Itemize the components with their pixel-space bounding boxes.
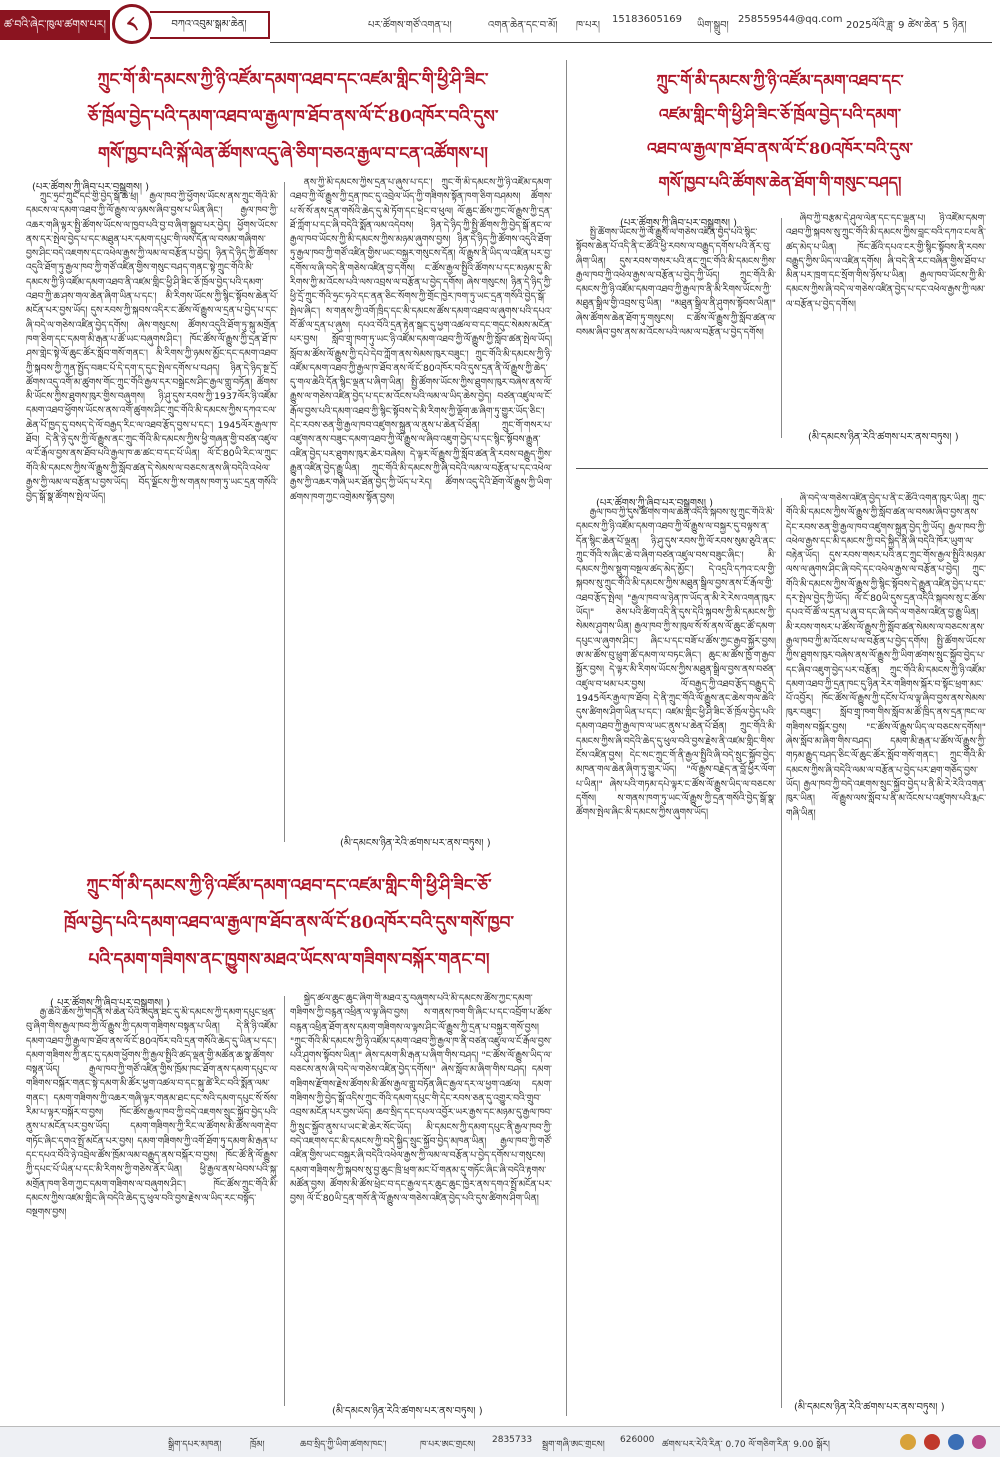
footer-bar [0,1426,1000,1457]
article-signoff: (མི་དམངས་ཉིན་རེའི་ཚགས་པར་ནས་བཏུས། ) [808,432,959,443]
headline-line: ཅོ་ཁྲོལ་བྱེད་པའི་དམག་འཐབ་ལ་རྒྱལ་ཁ་ཐོབ་ནས་ལོ་ངོ་80འཁོར་བའི་དུས་ [87,107,499,127]
article-column [786,492,986,1392]
headline-line: འཛམ་གླིང་གི་ཕྱི་ཤི་ཟིང་ཅོ་ཁྲོལ་བྱེད་པའི་དམག་ [658,105,902,124]
email-address: 258559544@qq.com [738,14,843,25]
emblem-icon [924,1434,940,1450]
article-paragraph: རྒྱ་ཆེའི་ཆོས་ཀྱི་གདན་ས་ཆེན་པོའི་མདུན་ཐང་དུ་མི་དམངས་ཀྱི་དམག་དཔུང་ཕྲན་བུ་ཞིག་གིས་རྒྱལ་ཁབ་ཀྱི་ལོ་རྒྱུས་ཀྱི་དམག་གཟིགས་བསྟན་པ་ཡིན། དེ་ནི་ཉི་འཛོམ་དམག་འཐབ་ཀྱི་རྒྱལ་ཁ་ཐོབ་ནས་ལོ་ངོ་80འཁོར་བའི་དྲན་གསོའི་ཆེད་དུ་ཡིན་པ་དང་། དམག་གཟིགས་ཀྱི་ནང་དུ་དམག་ཕྱོགས་ཀྱི་རྒྱལ་སྤྱིའི་ཚད་ལྡན་གྱི་མཚོན་ཆ་སྣ་ཚོགས་བསྟན་ཡོད། རྒྱལ་ཁབ་ཀྱི་གཙོ་འཛིན་གྱིས་ཁྲོམ་ཁང་ཐོག་ནས་དམག་དཔུང་ལ་གཟིགས་བསྐོར་གནང་སྟེ་དམག་མི་ཚོར་ཕྱག་འཚལ་བ་དང་སྐུ་ཚེ་རིང་བའི་སྨོན་ལམ་གནང་། དམག་གཟིགས་ཀྱི་འཆར་གཞི་ལྟར་གནམ་ཐང་དང་སའི་དམག་དཔུང་སོ་སོས་རིམ་པ་ལྟར་བསྐོར་བ་བྱས། ཁོང་ཚོས་རྒྱལ་ཁབ་ཀྱི་བདེ་འཇགས་སྲུང་སྐྱོབ་བྱེད་པའི་ནུས་པ་མངོན་པར་བྱས་ཡོད། དམག་གཟིགས་ཀྱི་རིང་ལ་ཚོགས་མི་ཚོས་ལག་རྡེབ་གཏོང་ཞིང་དགའ་སྤྲོ་མངོན་པར་བྱས། དམག་གཟིགས་ཀྱི་འགོ་ཐོག་ཏུ་དམག་མི་རྒན་པ་དང་དཔའ་བོའི་ཉེ་འབྲེལ་ཚོས་ཁྲོམ་ལམ་བརྒྱུད་ནས་བསྐོར་བ་བྱས། ཁོང་ཚོ་ནི་ལོ་རྒྱུས་ཀྱི་དཔང་པོ་ཡིན་པ་དང་མི་རིགས་ཀྱི་གཅེས་ནོར་ཡིན། ཕྱི་རྒྱལ་ནས་ཕེབས་པའི་སྐུ་མགྲོན་ཁག་ཅིག་ཀྱང་དམག་གཟིགས་ལ་བཞུགས་ཤིང་། ཁོང་ཚོས་ཀྲུང་གོའི་མི་དམངས་ཀྱིས་འཛམ་གླིང་ཞི་བདེའི་ཆེད་དུ་ཕུལ་བའི་བྱས་རྗེས་ལ་ཡིད་རང་བསྟོད་བསྔགས་བྱས། [26,1007,278,1219]
article-paragraph: སྐྱེད་ཚལ་ཆུང་ཆུང་ཞིག་གི་མཐའ་རུ་བཞུགས་པའི་མི་དམངས་ཚོས་ཀྱང་དམག་གཟིགས་ཀྱི་བརྙན་འཕྲིན་ལ་ལྟ་ཞིབ་བྱས། ས་གནས་ཁག་གི་ཞིང་པ་དང་འབྲོག་པ་ཚོས་བརྙན་འཕྲིན་ཐོག་ནས་དམག་གཟིགས་ལ་ལྟས་ཤིང་ལོ་རྒྱུས་ཀྱི་དྲན་པ་བསྐྱར་གསོ་བྱས། "ཀྲུང་གོའི་མི་དམངས་ཀྱི་ཉི་འཛོམ་དམག་འཐབ་ཀྱི་རྒྱལ་ཁ་ནི་བཙན་འཛུལ་ལ་ངོ་རྒོལ་བྱས་པའི་ཤུགས་སྟོབས་ཡིན།" ཞེས་དམག་མི་རྒན་པ་ཞིག་གིས་བཤད། "ང་ཚོས་ལོ་རྒྱུས་ཡིད་ལ་བཅངས་ནས་ཞི་བདེ་ལ་གཅེས་འཛིན་བྱེད་དགོས།" ཞེས་སློབ་མ་ཞིག་གིས་བཤད། དམག་གཟིགས་རྫོགས་རྗེས་ཚོགས་མི་ཚོས་རྒྱལ་གླུ་བཏོན་ཞིང་རྒྱལ་དར་ལ་ཕྱག་འཚལ། དམག་གཟིགས་ཀྱི་བྱེད་སྒོ་འདིས་ཀྲུང་གོའི་དམག་དཔུང་གི་དེང་རབས་ཅན་དུ་འགྱུར་བའི་གྲུབ་འབྲས་མངོན་པར་བྱས་ཡོད། ཆབ་སྲིད་དང་དཔལ་འབྱོར་ཡར་རྒྱས་དང་མཉམ་དུ་རྒྱལ་ཁབ་ཀྱི་སྲུང་སྐྱོབ་ནུས་པ་ཡང་ཇེ་ཆེར་སོང་ཡོད། མི་དམངས་ཀྱི་དམག་དཔུང་ནི་རྒྱལ་ཁབ་ཀྱི་བདེ་འཇགས་དང་མི་དམངས་ཀྱི་བདེ་སྐྱིད་སྲུང་སྐྱོབ་བྱེད་མཁན་ཡིན། རྒྱལ་ཁབ་ཀྱི་གཙོ་འཛིན་གྱིས་ཡང་བསྐྱར་ཞི་བདེའི་འཕེལ་རྒྱས་ཀྱི་ལམ་ལ་བརྩོན་པ་བྱེད་དགོས་པ་གསུངས། དམག་གཟིགས་ཀྱི་སྐབས་སུ་བྱ་ཆུང་ཁྲི་ཕྲག་མང་པོ་གནམ་དུ་གཏོང་ཞིང་ཞི་བདེའི་རྟགས་མཚོན་བྱས། ཚོགས་མི་ཚོས་ཕྲེང་བ་དང་རྒྱལ་དར་ཆུང་ཆུང་ཁྱེར་ནས་དགའ་སྤྲོ་མངོན་པར་བྱས། ལོ་ངོ་80ཡི་དྲན་གསོ་ནི་ལོ་རྒྱུས་ལ་གཅེས་འཛིན་བྱེད་པའི་དུས་ཚིགས་ཤིག་ཡིན། [290,993,552,1205]
article-column [576,506,776,1408]
article-headline-left-top [28,62,558,173]
article-paragraph: ནས་ཀྱི་མི་དམངས་ཀྱིས་དྲན་པ་ཞུས་པ་དང་། ཀྲུང་གོ་མི་དམངས་ཀྱི་ཉི་འཛོམ་དམག་འཐབ་ཀྱི་ལོ་རྒྱུས་ཀྱི་དྲན་ཁང་དུ་འབྲེལ་ཡོད་ཀྱི་གཟིགས་སྟོན་ཁག་ཅིག་བཤམས། ཚོགས་པ་སོ་སོ་ནས་དྲན་གསོའི་ཆེད་དུ་མེ་ཏོག་དང་ཕྲེང་བ་ཕུལ། ལོ་ཆུང་ཚོས་ཀྱང་ལོ་རྒྱུས་ཀྱི་དྲན་ཐོ་ཀློག་པ་དང་ཞི་བདེའི་སྨོན་ལམ་འདེབས། ཉིན་དེ་ཉིད་ཀྱི་སྤྱི་ཚོགས་ཀྱི་བྱེད་སྒོ་ནང་ལ་རྒྱལ་ཁབ་ཡོངས་ཀྱི་མི་དམངས་ཀྱིས་མཉམ་ཞུགས་བྱས། ཉིན་དེ་ཉིད་ཀྱི་ཚོགས་འདུའི་ཐོག་ཏུ་རྒྱལ་ཁབ་ཀྱི་གཙོ་འཛིན་གྱིས་ཡང་བསྐྱར་གསུངས་དོན། ལོ་རྒྱུས་ནི་ཡིད་ལ་འཛིན་པར་བྱ་དགོས་ལ་ཞི་བདེ་ནི་གཅེས་འཛིན་བྱ་དགོས། ང་ཚོས་རྒྱལ་སྤྱིའི་ཚོགས་པ་དང་མཉམ་དུ་མི་རིགས་ཀྱི་མ་འོངས་པའི་ལས་འབྲས་ལ་བརྩོན་པ་བྱེད་དགོས། ཞེས་གསུངས། ཉིན་དེ་ཉིད་ཀྱི་ཕྱི་དྲོ་ཀྲུང་གོའི་ཧྲང་ཧའེ་དང་ནན་ཅིང་སོགས་ཀྱི་གྲོང་ཁྱེར་ཁག་ཏུ་ཡང་དྲན་གསོའི་བྱེད་སྒོ་སྤེལ་ཞིང་། ས་གནས་ཀྱི་འགོ་ཁྲིད་དང་མི་དམངས་ཚོས་དམག་འཐབ་ལ་ཞུགས་པའི་དཔའ་བོ་ཚོ་ལ་དྲན་པ་ཞུས། དཔའ་བོའི་དྲན་རྟེན་སྒང་དུ་ཕྱག་འཚལ་བ་དང་གདུང་སེམས་མངོན་པར་བྱས། སློབ་གྲྭ་ཁག་ཏུ་ཡང་ཉི་འཛོམ་དམག་འཐབ་ཀྱི་ལོ་རྒྱུས་ཀྱི་སློབ་ཚན་སྤེལ་ཡོད། སློབ་མ་ཚོས་ལོ་རྒྱུས་ཀྱི་དཔེ་དེབ་ཀློག་ནས་སེམས་ཁུར་བཟུང་། ཀྲུང་གོའི་མི་དམངས་ཀྱི་ཉི་འཛོམ་དམག་འཐབ་ཀྱི་རྒྱལ་ཁ་ཐོབ་ནས་ལོ་ངོ་80འཁོར་བའི་དུས་དྲན་ནི་ལོ་རྒྱུས་ཀྱི་ཆེད་དུ་གལ་ཆེའི་དོན་སྙིང་ལྡན་པ་ཞིག་ཡིན། སྤྱི་ཚོགས་ཡོངས་ཀྱིས་ཐུགས་ཁུར་བཞེས་ནས་ལོ་རྒྱུས་ལ་གཅེས་འཛིན་བྱེད་པ་དང་མ་འོངས་པའི་ལམ་ལ་ཡིད་ཆེས་བྱེད། བཙན་འཛུལ་ལ་ངོ་རྒོལ་བྱས་པའི་དམག་འཐབ་ཀྱི་སྙིང་སྟོབས་དེ་མི་རིགས་ཀྱི་ལྡོག་ཆ་ཞིག་ཏུ་གྱུར་ཡོད་ཅིང་། དེང་རབས་ཅན་གྱི་རྒྱལ་ཁབ་འཛུགས་སྐྲུན་ལ་ནུས་པ་ཆེན་པོ་ཐོན། ཀྲུང་གོ་གསར་པ་འཛུགས་ནས་བཟུང་དམག་འཐབ་ཀྱི་ལོ་རྒྱུས་ལ་ཞིབ་འཇུག་བྱེད་པ་དང་སྙིང་སྟོབས་རྒྱུན་འཛིན་བྱེད་པར་ཐུགས་ཁུར་ཆེར་བཞེས། དེ་ལྟར་ལོ་རྒྱུས་ཀྱི་སློབ་ཚན་ནི་རབས་བརྒྱུད་ཀྱིས་རྒྱུན་འཛིན་བྱེད་རྒྱུ་ཡིན། ཀྲུང་གོའི་མི་དམངས་ཀྱི་ཞི་བདེའི་ལམ་ལ་བརྩོན་པ་དང་འཕེལ་རྒྱས་ཀྱི་འཆར་གཞི་ཡར་ཐོན་བྱེད་ཀྱི་ཡོད་པ་རེད། ཚོགས་འདུ་དེའི་ཐོག་ལོ་རྒྱུས་ཀྱི་ཡིག་ཚགས་ཁག་ཀྱང་འགྲེམས་སྟོན་བྱས། [290,177,552,503]
headline-line: གསོ་ཁྱབ་པའི་སྐོ་ལེན་ཚོགས་འདུ་ཞེ་ཅིག་བཅའ་རྒྱལ་བ་ངན་འཚོགས་པ། [98,144,488,164]
article-byline: ( པར་ཚོགས་ཀྱི་ཞིབ་པར་བསྒྲགས། ) [50,998,171,1009]
headline-line: པའི་དམག་གཟིགས་ནང་ཁྱུགས་མཐའ་ཡོངས་ལ་གཟིགས་བསྐོར་གནང་བ། [88,950,490,970]
article-column [290,992,552,1398]
article-column [576,226,776,438]
footer-phone-label: ཁ་པར་ཨང་གྲངས། [420,1440,476,1450]
masthead [0,0,1000,52]
editor-label: པར་ཚོགས་གཙོ་འགན་པ། [368,20,452,31]
footer-location: ཁྲོམ། [250,1440,265,1450]
article-paragraph: ཀྲུང་ཧྲང་ཀྲུང་དང་གྱི་བྱེད་སྒོ་ཆེ་ཕྲ། རྒྱལ་ཁབ་ཀྱི་ཕྱོགས་ཡོངས་ནས་ཀྲུང་གོའི་མི་དམངས་ལ་དམག་འཐབ་ཀྱི་ལོ་རྒྱུས་ལ་ཉམས་ཞིབ་བྱས་པ་ཡིན་ཞིང་། རྒྱལ་ཁབ་ཀྱི་འཆར་གཞི་ལྟར་སྤྱི་ཚོགས་ཡོངས་ལ་ཁྱབ་པའི་བྱ་བ་ཞིག་སྒྲུབ་པར་བྱེད། ཕྱོགས་ཡོངས་ནས་དར་སྤེལ་བྱེད་པ་དང་མཐུན་པར་དམག་དཔུང་གི་ལས་དོན་ལ་བསམ་གཞིགས་བྱས་ཤིང་བདེ་འཇགས་དང་འཕེལ་རྒྱས་ཀྱི་ལམ་ལ་བརྩོན་པ་བྱེད། ཉིན་དེ་ཉིད་ཀྱི་ཚོགས་འདུའི་ཐོག་ཏུ་རྒྱལ་ཁབ་ཀྱི་གཙོ་འཛིན་གྱིས་གསུང་བཤད་གནང་སྟེ་ཀྲུང་གོའི་མི་དམངས་ཀྱི་ཉི་འཛོམ་དམག་འཐབ་ནི་འཛམ་གླིང་ཕྱི་ཤི་ཟིང་ཅོ་ཁྲོལ་བྱེད་པའི་དམག་འཐབ་ཀྱི་ཆ་ཤས་གལ་ཆེན་ཞིག་ཡིན་པ་དང་། མི་རིགས་ཡོངས་ཀྱི་སྙིང་སྟོབས་ཆེན་པོ་མངོན་པར་བྱས་ཡོད། དུས་རབས་ཀྱི་སྐབས་འདིར་ང་ཚོས་ལོ་རྒྱུས་ལ་དྲན་པ་བྱེད་པ་དང་ཞི་བདེ་ལ་གཅེས་འཛིན་བྱེད་དགོས། ཞེས་གསུངས། ཚོགས་འདུའི་ཐོག་ཏུ་སྐུ་མགྲོན་ཁག་ཅིག་དང་དམག་མི་རྒན་པ་ཚོ་ཡང་བཞུགས་ཤིང་། ཁོང་ཚོས་ལོ་རྒྱུས་ཀྱི་དྲན་ཐོ་ཁ་ཤས་གླེང་སྟེ་ལོ་ཆུང་ཚོར་སློབ་གསོ་གནང་། མི་རིགས་ཀྱི་ཉམས་མྱོང་དང་དམག་འཐབ་ཀྱི་སྐབས་ཀྱི་ཀུན་སྤྱོད་བཟང་པོ་དེ་དག་ད་དུང་སྤེལ་དགོས་པ་བཤད། ཉིན་དེ་ཉིད་སྔ་དྲོ་ཚོགས་འདུ་འགོ་མ་ཚུགས་གོང་ཀྲུང་གོའི་རྒྱལ་དར་བསྒྲེངས་ཤིང་རྒྱལ་གླུ་བཏོན། ཚོགས་མི་ཡོངས་ཀྱིས་ཐུགས་ཁུར་གྱིས་བཞུགས། ཉི་ཤུ་དུས་རབས་ཀྱི་1937ལོར་ཉི་འཛོམ་དམག་འཐབ་ཕྱོགས་ཡོངས་ནས་འགོ་ཚུགས་ཤིང་ཀྲུང་གོའི་མི་དམངས་ཀྱིས་དཀའ་ངལ་ཆེན་པོ་ཁྱད་དུ་བསད་དེ་ལོ་བརྒྱད་རིང་ལ་འཐབ་རྩོད་བྱས་པ་དང་། 1945ལོར་རྒྱལ་ཁ་ཐོབ། དེ་ནི་ཉེ་དུས་ཀྱི་ལོ་རྒྱུས་ནང་ཀྲུང་གོའི་མི་དམངས་ཀྱིས་ཕྱི་གཞན་གྱི་བཙན་འཛུལ་ལ་ངོ་རྒོལ་བྱས་ནས་ཐོབ་པའི་རྒྱལ་ཁ་ཆ་ཚང་བ་དང་པོ་ཡིན། ལོ་ངོ་80ཡི་རིང་ལ་ཀྲུང་གོའི་མི་དམངས་ཀྱིས་ལོ་རྒྱུས་ཀྱི་སློབ་ཚན་དེ་སེམས་ལ་བཅངས་ནས་ཞི་བདེའི་འཕེལ་རྒྱས་ཀྱི་ལམ་ལ་བརྩོན་པ་བྱས་ཡོད། བོད་ལྗོངས་ཀྱི་ས་གནས་ཁག་ཏུ་ཡང་དྲན་གསོའི་བྱེད་སྒོ་སྣ་ཚོགས་སྤེལ་ཡོད། [26,191,278,503]
article-signoff: (མི་དམངས་ཉིན་རེའི་ཚགས་པར་ནས་བཏུས། ) [332,1406,483,1417]
section-label: བཀའ་འབུམ་སྒམ་ཆེན། [150,11,270,39]
article-byline: (པར་ཚོགས་ཀྱི་ཞིབ་པར་བསྒྲགས། ) [596,498,713,509]
column-divider [284,996,285,1406]
column-divider [566,60,567,1416]
headline-line: འཐབ་ལ་རྒྱལ་ཁ་ཐོབ་ནས་ལོ་ངོ་80འཁོར་བའི་དུས་ [646,139,914,158]
headline-line: ཀྲུང་གོ་མི་དམངས་ཀྱི་ཉི་འཛོམ་དམག་འཐབ་དང་འཛམ་གླིང་གི་ཕྱི་ཤི་ཟིང་ [97,70,489,90]
article-signoff: (མི་དམངས་ཉིན་རེའི་ཚགས་པར་ནས་བཏུས། ) [340,838,491,849]
emblem-icon [948,1434,964,1450]
page-number: ༨ [112,4,152,44]
article-paragraph: ཞི་བདེ་ལ་གཅེས་འཛིན་བྱེད་པ་ནི་ང་ཚོའི་འགན་ཁུར་ཡིན། ཀྲུང་གོའི་མི་དམངས་ཀྱིས་ལོ་རྒྱུས་ཀྱི་སློབ་ཚན་ལ་བསམ་ཞིབ་བྱས་ནས་དེང་རབས་ཅན་གྱི་རྒྱལ་ཁབ་འཛུགས་སྐྲུན་བྱེད་ཀྱི་ཡོད། རྒྱལ་ཁབ་ཀྱི་འཕེལ་རྒྱས་དང་མི་དམངས་ཀྱི་བདེ་སྐྱིད་ནི་ཞི་བདེའི་ཁོར་ཡུག་ལ་བརྟེན་ཡོད། དུས་རབས་གསར་པའི་ནང་ཀྲུང་གོས་རྒྱལ་སྤྱིའི་མཉམ་ལས་ལ་ཞུགས་ཤིང་ཞི་བདེ་དང་འཕེལ་རྒྱས་ལ་བརྩོན་པ་བྱེད། ཀྲུང་གོའི་མི་དམངས་ཀྱིས་ལོ་རྒྱུས་ཀྱི་སྙིང་སྟོབས་དེ་རྒྱུན་འཛིན་བྱེད་པ་དང་དར་སྤེལ་བྱེད་ཀྱི་ཡོད། ལོ་ངོ་80ཡི་དུས་དྲན་འདིའི་སྐབས་སུ་ང་ཚོས་དཔའ་བོ་ཚོ་ལ་དྲན་པ་ཞུ་བ་དང་ཞི་བདེ་ལ་གཅེས་འཛིན་བྱ་རྒྱུ་ཡིན། མི་རབས་གསར་པ་ཚོས་ལོ་རྒྱུས་ཀྱི་སློབ་ཚན་སེམས་ལ་བཅངས་ནས་རྒྱལ་ཁབ་ཀྱི་མ་འོངས་པ་ལ་བརྩོན་པ་བྱེད་དགོས། སྤྱི་ཚོགས་ཡོངས་ཀྱིས་ཐུགས་ཁུར་བཞེས་ནས་ལོ་རྒྱུས་ཀྱི་ཡིག་ཚགས་སྲུང་སྐྱོབ་བྱེད་པ་དང་ཞིབ་འཇུག་བྱེད་པར་བརྩོན། ཀྲུང་གོའི་མི་དམངས་ཀྱི་ཉི་འཛོམ་དམག་འཐབ་ཀྱི་དྲན་ཁང་དུ་ཉིན་རེར་གཟིགས་སྐོར་བ་སྟོང་ཕྲག་མང་པོ་འབྱོར། ཁོང་ཚོས་ལོ་རྒྱུས་ཀྱི་དངོས་པོ་ལ་ལྟ་ཞིབ་བྱས་ནས་སེམས་ཁུར་བཟུང་། སློབ་གྲྭ་ཁག་གིས་སློབ་མ་ཚོ་ཁྲིད་ནས་དྲན་ཁང་ལ་གཟིགས་བསྐོར་བྱས། "ང་ཚོས་ལོ་རྒྱུས་ཡིད་ལ་བཅངས་དགོས།" ཞེས་སློབ་མ་ཞིག་གིས་བཤད། དམག་མི་རྒན་པ་ཚོས་ལོ་རྒྱུས་ཀྱི་གཏམ་རྒྱུད་བཤད་ཅིང་ལོ་ཆུང་ཚོར་སློབ་གསོ་གནང་། ཀྲུང་གོའི་མི་དམངས་ཀྱིས་ཞི་བདེའི་ལམ་ལ་བརྩོན་པ་བྱེད་པར་ཐག་གཅོད་བྱས་ཡོད། རྒྱལ་ཁབ་ཀྱི་བདེ་འཇགས་སྲུང་སྐྱོབ་བྱེད་པ་ནི་མི་རེ་རེའི་འགན་ཁུར་ཡིན། ལོ་རྒྱུས་ལས་སློབ་པ་ནི་མ་འོངས་པ་འཛུགས་པའི་རྨང་གཞི་ཡིན། [786,493,986,819]
headline-line: ཀྲུང་གོ་མི་དམངས་ཀྱི་ཉི་འཛོམ་དམག་འཐབ་དང་འཛམ་གླིང་གི་ཕྱི་ཤི་ཟིང་ཅོ་ [86,876,492,896]
article-paragraph: སྤྱི་ཚོགས་ཡོངས་ཀྱི་ལོ་རྒྱུས་ལ་གཅེས་འཛིན་བྱེད་པའི་སྙིང་སྟོབས་ཆེན་པོ་འདི་ནི་ང་ཚོའི་ཕྱི་རབས་ལ་བརྒྱུད་དགོས་པའི་ནོར་བུ་ཞིག་ཡིན། དུས་རབས་གསར་པའི་ནང་ཀྲུང་གོའི་མི་དམངས་ཀྱིས་རྒྱལ་ཁབ་ཀྱི་འཕེལ་རྒྱས་ལ་བརྩོན་པ་བྱེད་ཀྱི་ཡོད། ཀྲུང་གོའི་མི་དམངས་ཀྱི་ཉི་འཛོམ་དམག་འཐབ་ཀྱི་རྒྱལ་ཁ་ནི་མི་རིགས་ཡོངས་ཀྱི་མཐུན་སྒྲིལ་གྱི་འབྲས་བུ་ཡིན། "མཐུན་སྒྲིལ་ནི་ཤུགས་སྟོབས་ཡིན།" ཞེས་ཚོགས་ཆེན་ཐོག་ཏུ་གསུངས། ང་ཚོས་ལོ་རྒྱུས་ཀྱི་སློབ་ཚན་ལ་བསམ་ཞིབ་བྱས་ནས་མ་འོངས་པའི་ལམ་ལ་བརྩོན་པ་བྱེད་དགོས། [576,227,776,339]
article-column [26,190,278,840]
emblem-icon [900,1434,916,1450]
column-divider [284,182,285,842]
article-headline-left-bottom [22,868,556,979]
footer-post: 626000 [620,1435,655,1445]
emblem-icon [972,1435,986,1449]
article-headline-right-top [574,64,986,200]
issue-date: 2025ལོའི་ཟླ་ 9 ཚེས་ཆེན་ 5 ཉིན། [846,20,967,31]
headline-line: ཁྲོལ་བྱེད་པའི་དམག་འཐབ་ལ་རྒྱལ་ཁ་ཐོབ་ནས་ལོ་ངོ་80འཁོར་བའི་དུས་གསོ་ཁྱབ་ [64,913,514,933]
header-rule [270,42,992,43]
article-byline: (པར་ཚོགས་ཀྱི་ཞིབ་པར་བསྒྲགས། ) [620,218,737,229]
footer-post-label: སྦྲག་གཞི་ཨང་གྲངས། [542,1440,605,1450]
article-column [290,176,552,828]
article-signoff: (མི་དམངས་ཉིན་རེའི་ཚགས་པར་ནས་བཏུས། ) [794,1402,945,1413]
footer-phone: 2835733 [492,1435,533,1445]
phone-label: ཁ་པར། [576,20,600,31]
column-divider [781,218,782,438]
phone-number: 15183605169 [612,14,682,25]
footer-registration: ཆབ་སྲིད་ཀྱི་ཡིག་ཚགས་ཁང་། [300,1440,387,1450]
email-label: ཡིག་སྒྲུབ། [697,20,729,31]
footer-publisher: སྒྲིག་དཔར་མཁན། [168,1440,222,1450]
responsible-label: འགན་ཆེན་དང་བ་མོ། [488,20,558,31]
headline-line: ཀྲུང་གོ་མི་དམངས་ཀྱི་ཉི་འཛོམ་དམག་འཐབ་དང་ [656,71,904,90]
column-divider [781,498,782,1408]
article-column [786,212,986,424]
footer-price: ཚགས་པར་རེའི་རིན་ 0.70 ལོ་གཅིག་རིན་ 9.00 སྒོར། [662,1440,830,1450]
section-divider [576,468,988,469]
masthead-tag: ཚ་བའི་ཞེང་ཁུལ་ཚགས་པར། [0,10,110,40]
footer-emblems [900,1431,990,1453]
article-paragraph: ཞིབ་ཀྱི་བརྩམ་དེ་ཤུལ་ལེན་དང་དང་ལྡན་པ། ཉི་འཛོམ་དམག་འཐབ་ཀྱི་སྐབས་སུ་ཀྲུང་གོའི་མི་དམངས་ཀྱིས་བླང་བའི་དཀའ་ངལ་ནི་ཚད་མེད་པ་ཡིན། ཁོང་ཚོའི་དཔའ་ངར་གྱི་སྙིང་སྟོབས་ནི་རབས་བརྒྱུད་ཀྱིས་ཡིད་ལ་འཛིན་དགོས། ཞི་བདེ་ནི་རང་བཞིན་གྱིས་ཐོབ་པ་མིན་པར་ཁྲག་དང་སྲོག་གིས་ཉོས་པ་ཡིན། རྒྱལ་ཁབ་ཡོངས་ཀྱི་མི་དམངས་ཀྱིས་ཞི་བདེ་ལ་གཅེས་འཛིན་བྱེད་པ་དང་འཕེལ་རྒྱས་ཀྱི་ལམ་ལ་བརྩོན་པ་བྱེད་དགོས། [786,213,986,310]
headline-line: གསོ་ཁྱབ་པའི་ཚོགས་ཆེན་ཐོག་གི་གསུང་བཤད། [658,173,902,192]
article-paragraph: རྒྱལ་ཁབ་ཀྱི་དུས་ཚིགས་གལ་ཆེན་འདིའི་སྐབས་སུ་ཀྲུང་གོའི་མི་དམངས་ཀྱི་ཉི་འཛོམ་དམག་འཐབ་ཀྱི་ལོ་རྒྱུས་ལ་བསྐྱར་དུ་བལྟས་ན་དོན་སྙིང་ཆེན་པོ་ལྡན། ཉི་ཤུ་དུས་རབས་ཀྱི་ལོ་རབས་སུམ་ཅུའི་ནང་ཀྲུང་གོའི་ས་ཞིང་ཆེ་བ་ཞིག་བཙན་འཛུལ་བས་བཟུང་ཞིང་། མི་དམངས་ཀྱིས་སྡུག་བསྔལ་ཚད་མེད་མྱོང་། དེ་འདྲའི་དཀའ་ངལ་གྱི་སྐབས་སུ་ཀྲུང་གོའི་མི་དམངས་ཀྱིས་མཐུན་སྒྲིལ་བྱས་ནས་ངོ་རྒོལ་གྱི་འཐབ་རྩོད་སྤེལ། "རྒྱལ་ཁབ་ལ་ཉེན་ཁ་ཡོད་ན་མི་རེ་རེས་འགན་ཁུར་ཡོད།" ཅེས་པའི་ཚིག་འདི་ནི་དུས་དེའི་སྐབས་ཀྱི་མི་དམངས་ཀྱི་སེམས་ཤུགས་ཡིན། རྒྱལ་ཁབ་ཀྱི་ས་ཁུལ་སོ་སོ་ནས་ལོ་ཆུང་ཚོ་དམག་དཔུང་ལ་ཞུགས་ཤིང་། ཞིང་པ་དང་བཟོ་པ་ཚོས་ཀྱང་རྒྱབ་སྐྱོར་བྱས། ཨ་མ་ཚོས་བུ་ཕྲུག་ཚོ་དམག་ལ་བཏང་ཞིང་། ཆུང་མ་ཚོས་ཁྱོ་ག་རྒྱབ་སྐྱོར་བྱས། དེ་ལྟར་མི་རིགས་ཡོངས་ཀྱིས་མཐུན་སྒྲིལ་བྱས་ནས་བཙན་འཛུལ་བ་ཕམ་པར་བྱས། ལོ་བརྒྱད་ཀྱི་འཐབ་རྩོད་བརྒྱུད་དེ་1945ལོར་རྒྱལ་ཁ་ཐོབ། དེ་ནི་ཀྲུང་གོའི་ལོ་རྒྱུས་ནང་ཆེས་གལ་ཆེའི་དུས་ཚིགས་ཤིག་ཡིན་པ་དང་། འཛམ་གླིང་ཕྱི་ཤི་ཟིང་ཅོ་ཁྲོལ་བྱེད་པའི་དམག་འཐབ་ཀྱི་རྒྱལ་ཁ་ལ་ཡང་ནུས་པ་ཆེན་པོ་ཐོན། ཀྲུང་གོའི་མི་དམངས་ཀྱིས་ཞི་བདེའི་ཆེད་དུ་ཕུལ་བའི་བྱས་རྗེས་ནི་འཛམ་གླིང་གིས་ངོས་འཛིན་བྱས། དེང་སང་ཀྲུང་གོ་ནི་རྒྱལ་སྤྱིའི་ཞི་བདེ་སྲུང་སྐྱོབ་བྱེད་མཁན་གལ་ཆེན་ཞིག་ཏུ་གྱུར་ཡོད། "ལོ་རྒྱུས་བརྗེད་ན་བློ་ཕྱིར་ལོག་པ་ཡིན།" ཞེས་པའི་གཏམ་དཔེ་ལྟར་ང་ཚོས་ལོ་རྒྱུས་ཡིད་ལ་བཅངས་དགོས། ས་གནས་ཁག་ཏུ་ཡང་ལོ་རྒྱུས་ཀྱི་དྲན་གསོའི་བྱེད་སྒོ་སྣ་ཚོགས་སྤེལ་ཞིང་མི་དམངས་ཀྱིས་ཞུགས་ཡོད། [576,507,776,819]
article-byline: (པར་ཚོགས་ཀྱི་ཞིབ་པར་བསྒྲགས། ) [32,182,149,193]
article-column [26,1006,278,1416]
